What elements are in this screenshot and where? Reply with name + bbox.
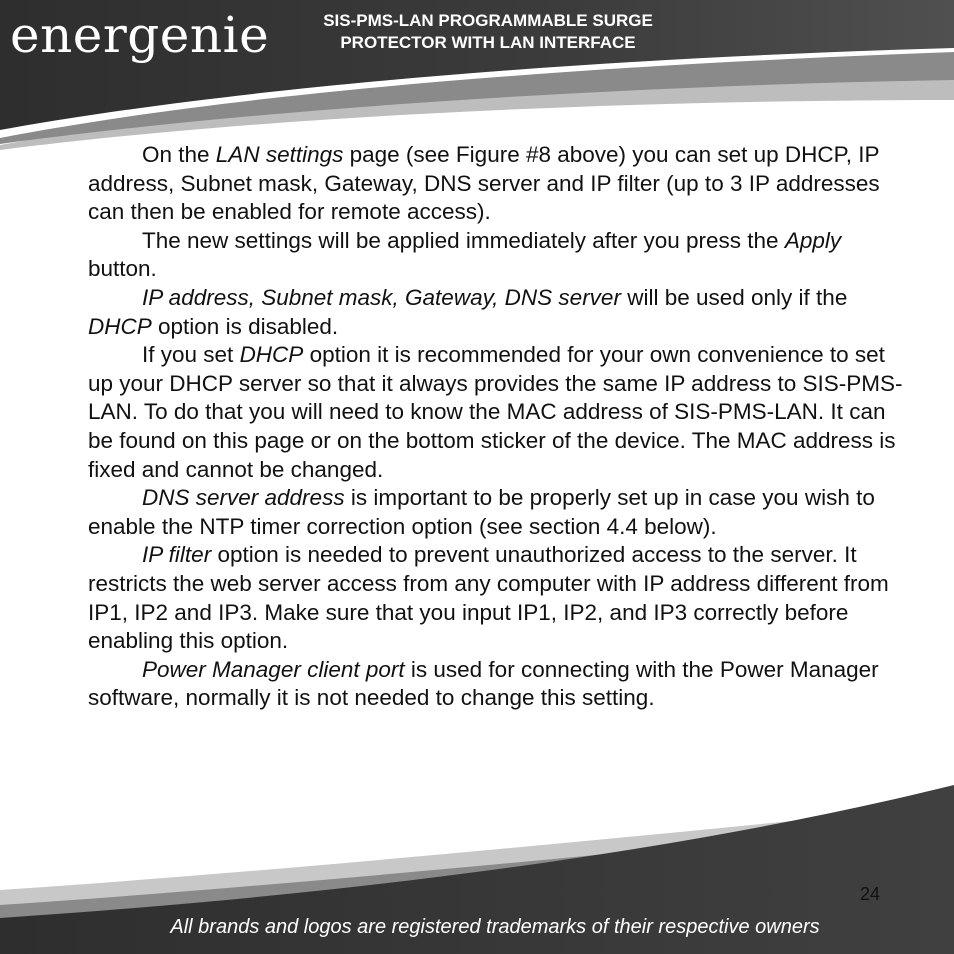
paragraph-apply: The new settings will be applied immediately after you press the Apply button. bbox=[88, 227, 842, 282]
paragraph-dhcp: If you set DHCP option it is recommended for your own convenience to set up your DHCP server so that it always provides the same IP address to SIS-PMS-LAN. To do that you will need to know the MAC address of SIS-PMS-LAN. It can be found on this page or on the bottom sticker of the device. The MAC address is fixed and cannot be changed. bbox=[88, 342, 903, 482]
paragraph-lan-settings: On the LAN settings page (see Figure #8 above) you can set up DHCP, IP address, Subnet mask, Gateway, DNS server and IP filter (up to 3 IP addresses can then be enabled for remote access). bbox=[88, 142, 880, 225]
paragraph-dns: DNS server address is important to be properly set up in case you wish to enable the NTP timer correction option (see section 4.4 below). bbox=[88, 485, 875, 539]
body-text bbox=[88, 141, 908, 713]
title-line-1: SIS-PMS-LAN PROGRAMMABLE SURGE bbox=[323, 11, 653, 30]
trademark-notice: All brands and logos are registered trademarks of their respective owners bbox=[170, 916, 820, 938]
paragraph-ip-filter: IP filter option is needed to prevent unauthorized access to the server. It restricts the web server access from any computer with IP address different from IP1, IP2 and IP3. Make sure that you input IP1, IP2, and IP3 correctly before enabling this option. bbox=[88, 542, 889, 654]
paragraph-ip-address: IP address, Subnet mask, Gateway, DNS server will be used only if the DHCP option is disabled. bbox=[88, 284, 848, 339]
energenie-logo: energenie bbox=[10, 6, 270, 64]
paragraph-client-port: Power Manager client port is used for connecting with the Power Manager software, normally it is not needed to change this setting. bbox=[88, 656, 879, 711]
page-number: 24 bbox=[860, 884, 881, 904]
document-title bbox=[290, 10, 686, 54]
title-line-2: PROTECTOR WITH LAN INTERFACE bbox=[340, 33, 636, 52]
